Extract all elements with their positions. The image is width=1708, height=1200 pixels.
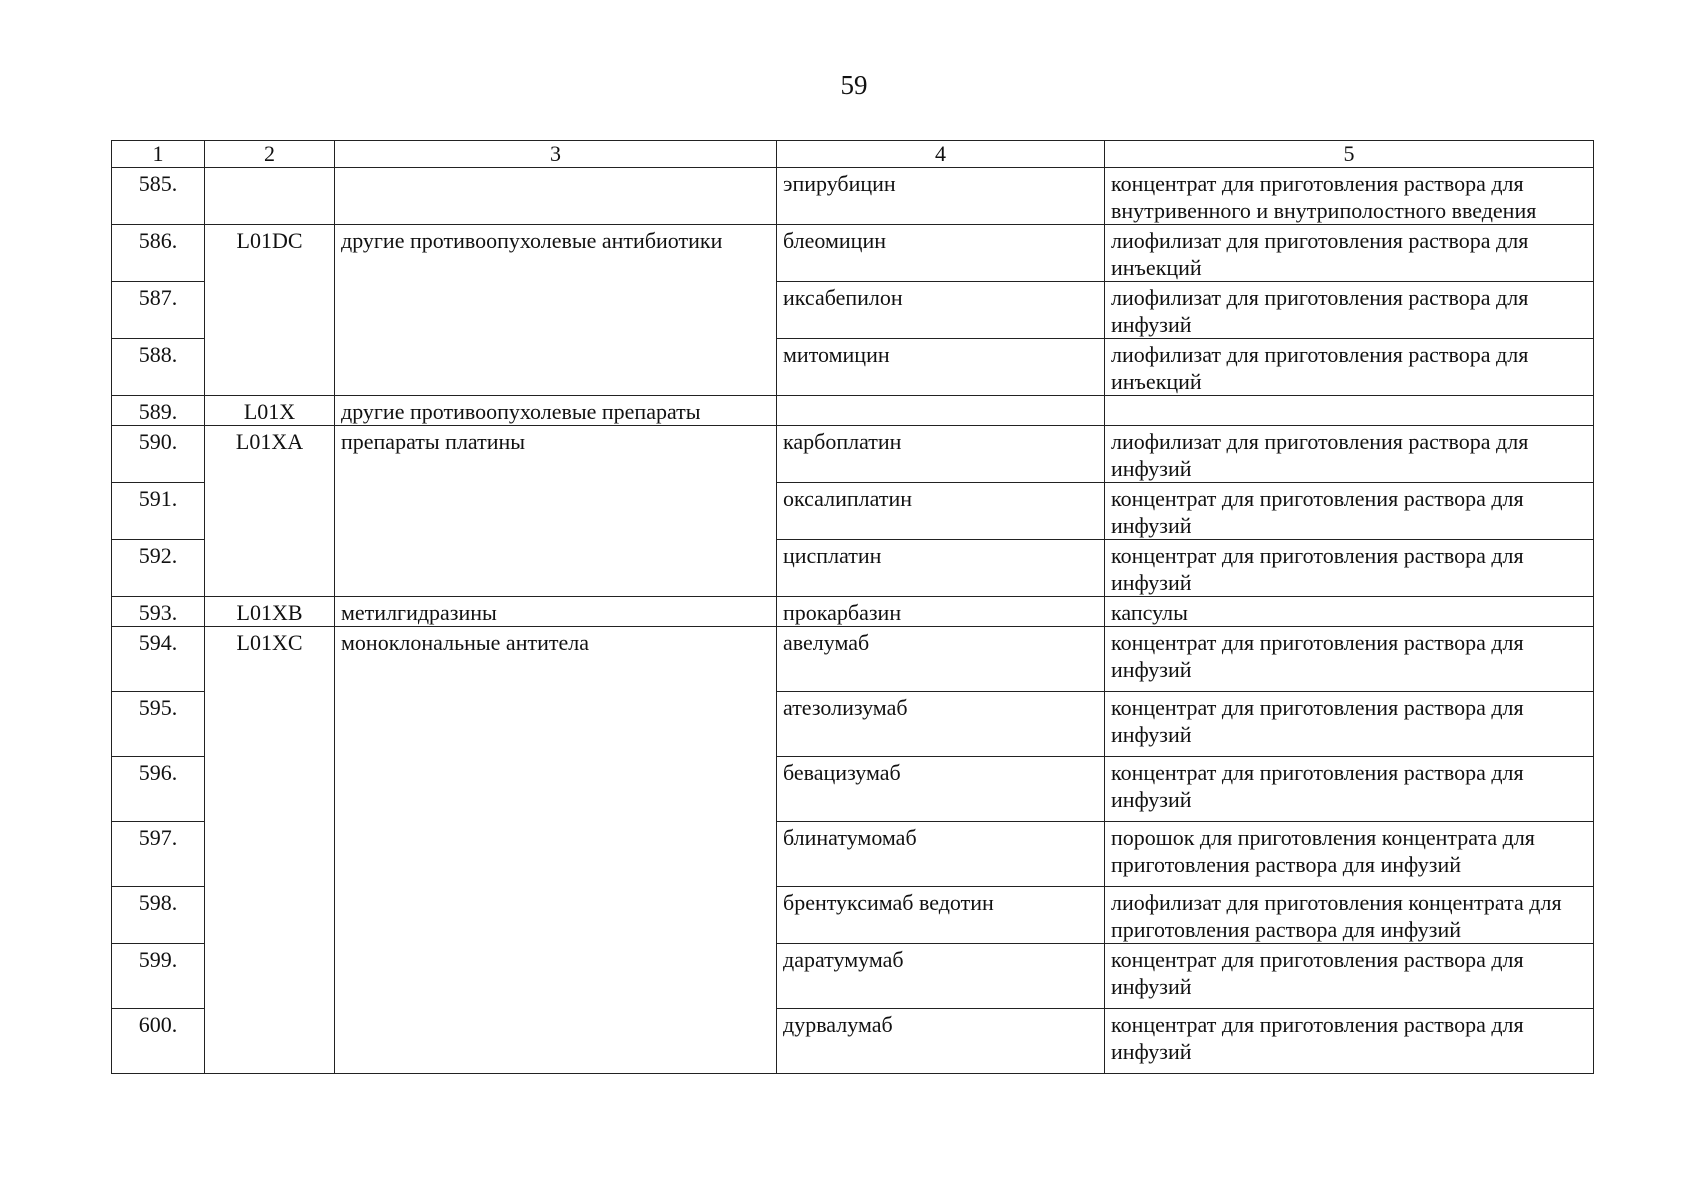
- column-header: 2: [205, 141, 335, 168]
- dosage-form: лиофилизат для приготовления раствора для инфузий: [1105, 426, 1594, 483]
- atc-code-cell: [205, 168, 335, 225]
- drug-name: карбоплатин: [777, 426, 1105, 483]
- drug-name: даратумумаб: [777, 944, 1105, 1009]
- column-header: 1: [112, 141, 205, 168]
- dosage-form: лиофилизат для приготовления раствора для инъекций: [1105, 225, 1594, 282]
- dosage-form: концентрат для приготовления раствора для инфузий: [1105, 944, 1594, 1009]
- drug-name: бевацизумаб: [777, 757, 1105, 822]
- table-row: [112, 426, 1594, 483]
- dosage-form: концентрат для приготовления раствора для инфузий: [1105, 483, 1594, 540]
- drug-name: брентуксимаб ведотин: [777, 887, 1105, 944]
- group-name-cell: [335, 168, 777, 225]
- dosage-form: [1105, 396, 1594, 426]
- dosage-form: лиофилизат для приготовления раствора для инъекций: [1105, 339, 1594, 396]
- row-number: 588.: [112, 339, 205, 396]
- group-name: другие противоопухолевые препараты: [335, 396, 777, 426]
- row-number: 592.: [112, 540, 205, 597]
- atc-code: L01XC: [205, 627, 335, 1074]
- atc-code: L01DC: [205, 225, 335, 396]
- row-number: 591.: [112, 483, 205, 540]
- dosage-form: концентрат для приготовления раствора для инфузий: [1105, 692, 1594, 757]
- row-number: 599.: [112, 944, 205, 1009]
- atc-code: L01XA: [205, 426, 335, 597]
- dosage-form: концентрат для приготовления раствора для инфузий: [1105, 1009, 1594, 1074]
- row-number: 596.: [112, 757, 205, 822]
- dosage-form: концентрат для приготовления раствора для инфузий: [1105, 627, 1594, 692]
- column-header: 5: [1105, 141, 1594, 168]
- table-row: [112, 396, 1594, 426]
- row-number: 600.: [112, 1009, 205, 1074]
- row-number: 589.: [112, 396, 205, 426]
- drug-name: оксалиплатин: [777, 483, 1105, 540]
- column-header: 3: [335, 141, 777, 168]
- dosage-form: концентрат для приготовления раствора для инфузий: [1105, 540, 1594, 597]
- row-number: 598.: [112, 887, 205, 944]
- drug-name: цисплатин: [777, 540, 1105, 597]
- group-name: другие противоопухолевые антибиотики: [335, 225, 777, 396]
- page-number: 59: [840, 70, 868, 100]
- drug-name: блеомицин: [777, 225, 1105, 282]
- group-name: метилгидразины: [335, 597, 777, 627]
- atc-code: L01XB: [205, 597, 335, 627]
- row-number: 587.: [112, 282, 205, 339]
- row-number: 585.: [112, 168, 205, 225]
- row-number: 593.: [112, 597, 205, 627]
- dosage-form: лиофилизат для приготовления концентрата для приготовления раствора для инфузий: [1105, 887, 1594, 944]
- table-row: [112, 627, 1594, 692]
- dosage-form: капсулы: [1105, 597, 1594, 627]
- drug-name: дурвалумаб: [777, 1009, 1105, 1074]
- table-row: [112, 168, 1594, 225]
- drug-name: [777, 396, 1105, 426]
- drug-name: эпирубицин: [777, 168, 1105, 225]
- drug-name: авелумаб: [777, 627, 1105, 692]
- row-number: 595.: [112, 692, 205, 757]
- drug-name: митомицин: [777, 339, 1105, 396]
- row-number: 594.: [112, 627, 205, 692]
- column-header: 4: [777, 141, 1105, 168]
- table-row: [112, 225, 1594, 282]
- header-row: [112, 141, 1594, 168]
- drug-name: иксабепилон: [777, 282, 1105, 339]
- drug-name: атезолизумаб: [777, 692, 1105, 757]
- row-number: 586.: [112, 225, 205, 282]
- group-name: препараты платины: [335, 426, 777, 597]
- group-name: моноклональные антитела: [335, 627, 777, 1074]
- drug-name: прокарбазин: [777, 597, 1105, 627]
- drug-table: [111, 140, 1594, 1074]
- table-row: [112, 597, 1594, 627]
- row-number: 597.: [112, 822, 205, 887]
- dosage-form: порошок для приготовления концентрата для приготовления раствора для инфузий: [1105, 822, 1594, 887]
- row-number: 590.: [112, 426, 205, 483]
- dosage-form: лиофилизат для приготовления раствора для инфузий: [1105, 282, 1594, 339]
- dosage-form: концентрат для приготовления раствора для инфузий: [1105, 757, 1594, 822]
- dosage-form: концентрат для приготовления раствора для внутривенного и внутриполостного введения: [1105, 168, 1594, 225]
- atc-code: L01X: [205, 396, 335, 426]
- drug-name: блинатумомаб: [777, 822, 1105, 887]
